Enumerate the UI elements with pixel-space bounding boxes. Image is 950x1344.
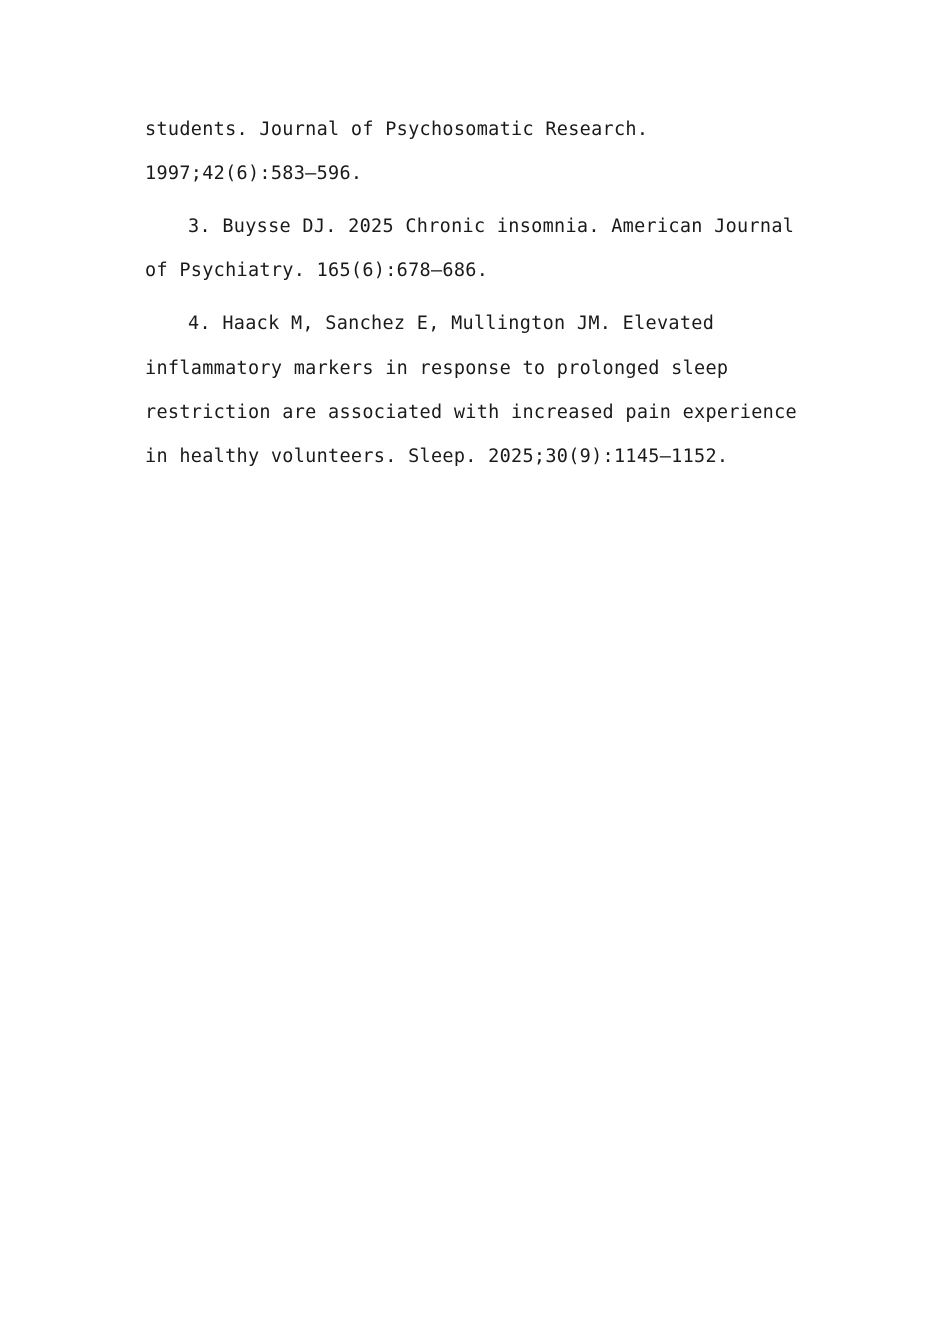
reference-3-line-2: of Psychiatry. 165(6):678–686. [145, 260, 489, 281]
reference-2-tail-line-1: students. Journal of Psychosomatic Research. [145, 119, 649, 140]
reference-3-line-1: 3. Buysse DJ. 2025 Chronic insomnia. American Journal [188, 216, 795, 237]
reference-4-line-3: restriction are associated with increased pain experience [145, 402, 797, 423]
reference-2-tail-line-2: 1997;42(6):583–596. [145, 163, 363, 184]
reference-4-line-1: 4. Haack M, Sanchez E, Mullington JM. Elevated [188, 313, 715, 334]
reference-4-line-2: inflammatory markers in response to prolonged sleep [145, 358, 729, 379]
reference-4-line-4: in healthy volunteers. Sleep. 2025;30(9):1145–1152. [145, 446, 729, 467]
